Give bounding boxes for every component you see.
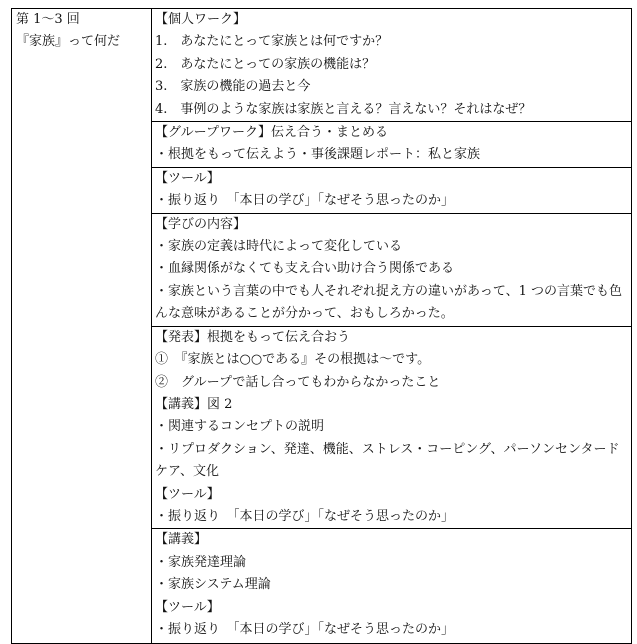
session-topic: 『家族』って何だ bbox=[16, 34, 121, 50]
lecture-heading: 【講義】図 2 bbox=[155, 396, 233, 412]
presentation-item-2: ② グループで話し合ってもわからなかったこと bbox=[155, 374, 441, 390]
tool-item: ・振り返り 「本日の学び」「なぜそう思ったのか」 bbox=[155, 193, 455, 209]
individual-work-question-3: 3. 家族の機能の過去と今 bbox=[155, 79, 311, 95]
session-label: 第 1～3 回 bbox=[16, 12, 80, 27]
group-work-heading: 【グループワーク】伝え合う・まとめる bbox=[155, 125, 388, 141]
tool-heading: 【ツール】 bbox=[155, 486, 220, 502]
learning-content-item-3: ・家族という言葉の中でも人それぞれ捉え方の違いがあって、1 つの言葉でも色んな意味があることが分かって、おもしろかった。 bbox=[155, 283, 623, 322]
lecture-theory-heading: 【講義】 bbox=[155, 532, 208, 548]
tool-item: ・振り返り 「本日の学び」「なぜそう思ったのか」 bbox=[155, 508, 455, 524]
group-work-item: ・根拠をもって伝えよう・事後課題レポート：私と家族 bbox=[155, 147, 481, 163]
tool-item: ・振り返り 「本日の学び」「なぜそう思ったのか」 bbox=[155, 621, 455, 637]
tool-heading: 【ツール】 bbox=[155, 170, 220, 186]
learning-content-item-2: ・血縁関係がなくても支え合い助け合う関係である bbox=[155, 261, 455, 277]
presentation-item-1: ① 『家族とは○○である』その根拠は～です。 bbox=[155, 352, 431, 368]
curriculum-table bbox=[11, 8, 632, 644]
presentation-heading: 【発表】根拠をもって伝え合おう bbox=[155, 329, 351, 345]
individual-work-heading: 【個人ワーク】 bbox=[155, 12, 247, 27]
lecture-theory-item-2: ・家族システム理論 bbox=[155, 577, 271, 593]
learning-content-heading: 【学びの内容】 bbox=[155, 216, 247, 232]
individual-work-question-1: 1. あなたにとって家族とは何ですか？ bbox=[155, 34, 389, 50]
individual-work-question-2: 2. あなたにとっての家族の機能は？ bbox=[155, 56, 376, 72]
lecture-theory-item-1: ・家族発達理論 bbox=[155, 554, 247, 570]
tool-cell bbox=[152, 167, 632, 213]
table-row bbox=[12, 9, 632, 122]
lecture-item-1: ・関連するコンセプトの説明 bbox=[155, 419, 325, 435]
session-cell bbox=[12, 9, 152, 644]
learning-content-cell bbox=[152, 213, 632, 326]
presentation-lecture-cell bbox=[152, 326, 632, 529]
tool-heading: 【ツール】 bbox=[155, 599, 220, 615]
individual-work-cell bbox=[152, 9, 632, 122]
curriculum-table-body bbox=[12, 9, 632, 644]
group-work-cell bbox=[152, 122, 632, 168]
lecture-item-2: ・リプロダクション、発達、機能、ストレス・コーピング、パーソンセンタードケア、文化 bbox=[155, 441, 620, 480]
lecture-theory-cell bbox=[152, 529, 632, 644]
learning-content-item-1: ・家族の定義は時代によって変化している bbox=[155, 239, 403, 255]
individual-work-question-4: 4. 事例のような家族は家族と言える？言えない？それはなぜ？ bbox=[155, 101, 532, 117]
